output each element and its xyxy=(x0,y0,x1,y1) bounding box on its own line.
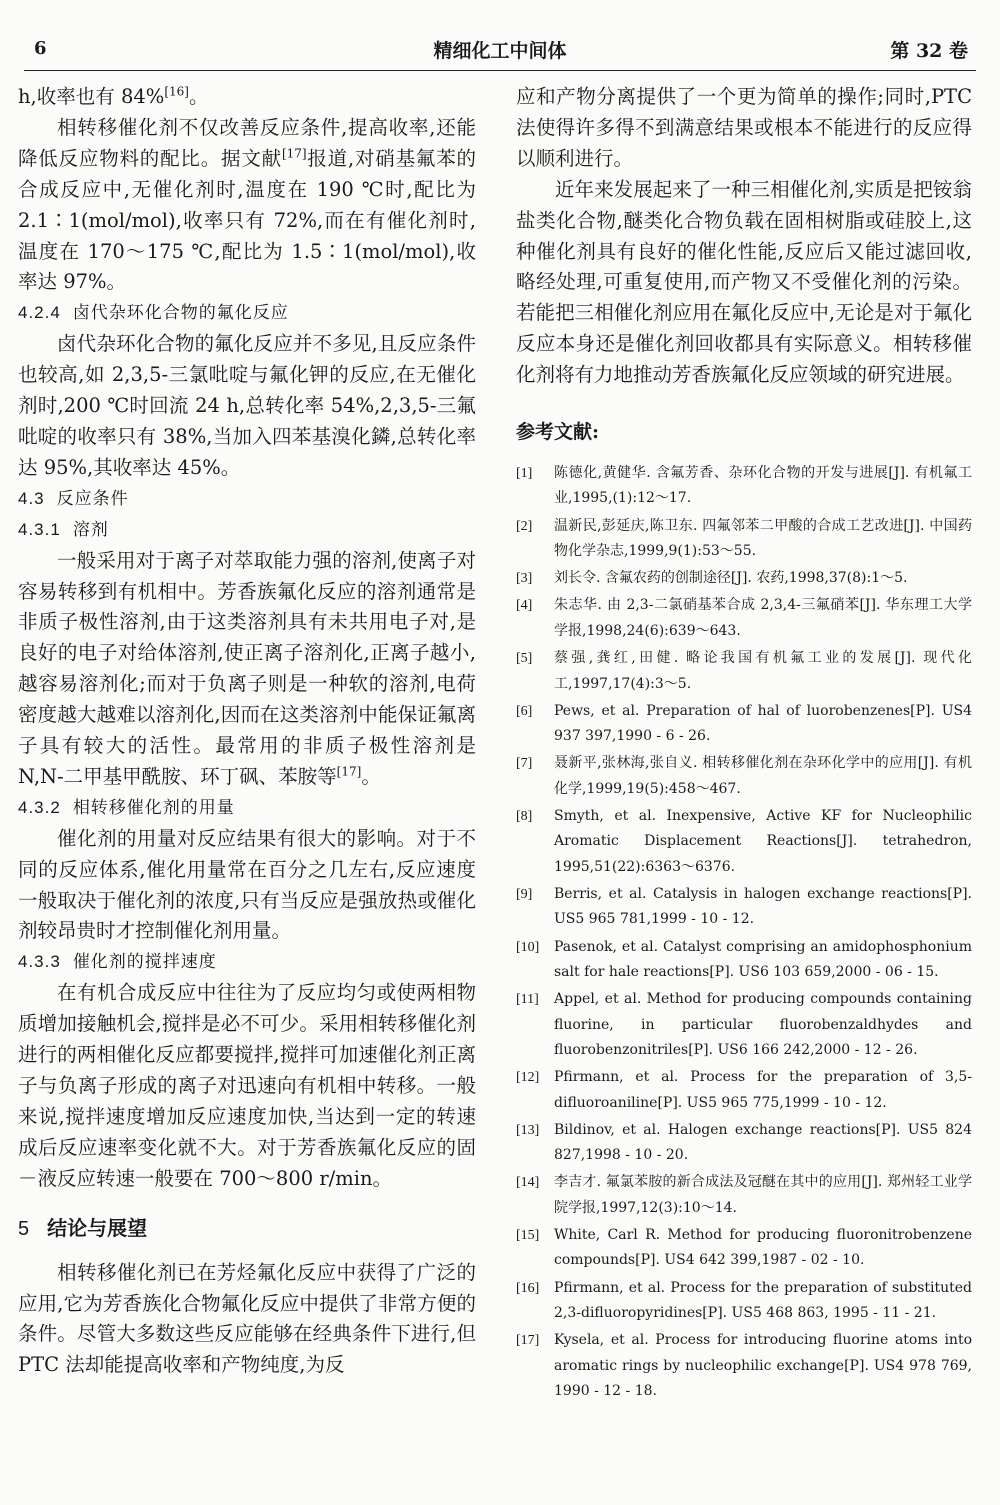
paragraph-text: h,收率也有 84% xyxy=(18,85,165,108)
reference-number: [17] xyxy=(516,1333,540,1349)
paragraph xyxy=(18,978,476,1194)
paragraph xyxy=(18,82,476,113)
reference-number: [6] xyxy=(516,703,533,719)
section-heading xyxy=(18,484,476,515)
reference-text: 聂新平,张林海,张自义. 相转移催化剂在杂环化学中的应用[J]. 有机化学,1999,19(5):458～467. xyxy=(554,755,972,797)
reference-text: Pfirmann, et al. Process for the preparation of 3,5-difluoroaniline[P]. US5 965 775,1999 - 10 - 12. xyxy=(554,1069,972,1111)
reference-item xyxy=(516,987,972,1063)
reference-number: [11] xyxy=(516,992,539,1008)
reference-number: [16] xyxy=(516,1280,540,1296)
reference-text: 刘长令. 含氟农药的创制途径[J]. 农药,1998,37(8):1～5. xyxy=(554,570,908,587)
section-title: 结论与展望 xyxy=(47,1215,148,1240)
chapter-heading xyxy=(18,1213,476,1244)
left-column xyxy=(18,82,476,1381)
reference-text: Kysela, et al. Process for introducing fluorine atoms into aromatic rings by nucleophilic exchange[P]. US4 978 769, 1990 - 12 - 18. xyxy=(554,1332,972,1400)
reference-number: [10] xyxy=(516,939,540,955)
reference-text: Pews, et al. Preparation of hal of luorobenzenes[P]. US4 937 397,1990 - 6 - 26. xyxy=(554,702,972,745)
reference-item xyxy=(516,699,972,750)
section-title: 催化剂的搅拌速度 xyxy=(72,952,217,973)
section-number: 4.3.3 xyxy=(18,952,61,972)
reference-text: White, Carl R. Method for producing fluoronitrobenzene compounds[P]. US4 642 399,1987 - 02 - 10. xyxy=(554,1227,972,1269)
reference-number: [9] xyxy=(516,886,533,902)
reference-text: 温新民,彭延庆,陈卫东. 四氟邻苯二甲酸的合成工艺改进[J]. 中国药物化学杂志,1999,9(1):53～55. xyxy=(554,517,972,560)
section-title: 溶剂 xyxy=(72,519,109,540)
reference-list xyxy=(516,461,972,1404)
reference-text: Smyth, et al. Inexpensive, Active KF for Nucleophilic Aromatic Displacement Reactions[J]. tetrahedron, 1995,51(22):6363～6376. xyxy=(554,807,972,875)
paragraph xyxy=(18,824,476,948)
section-heading xyxy=(18,298,476,329)
section-heading xyxy=(18,793,476,824)
reference-text: 陈德化,黄健华. 含氟芳香、杂环化合物的开发与进展[J]. 有机氟工业,1995,(1):12～17. xyxy=(554,465,972,507)
reference-item xyxy=(516,1170,972,1221)
paragraph-tail: 。 xyxy=(361,764,381,788)
paragraph-tail: 。 xyxy=(188,85,209,108)
reference-item xyxy=(516,566,972,591)
reference-number: [1] xyxy=(516,466,533,482)
right-column xyxy=(516,82,972,1406)
reference-text: Pasenok, et al. Catalyst comprising an amidophosphonium salt for hale reactions[P]. US6 103 659,2000 - 06 - 15. xyxy=(554,938,972,980)
reference-item xyxy=(516,1065,972,1116)
reference-text: 蔡强,龚红,田健. 略论我国有机氟工业的发展[J]. 现代化工,1997,17(4):3～5. xyxy=(554,650,972,692)
paragraph-text: 催化剂的用量对反应结果有很大的影响。对于不同的反应体系,催化用量常在百分之几左右,反应速度一般取决于催化剂的浓度,只有当反应是强放热或催化剂较昂贵时才控制催化剂用量。 xyxy=(18,826,476,943)
page-number: 6 xyxy=(34,38,47,59)
reference-text: Pfirmann, et al. Process for the preparation of substituted 2,3-difluoropyridines[P]. US5 468 863, 1995 - 11 - 21. xyxy=(554,1279,972,1322)
citation: [17] xyxy=(336,764,362,779)
reference-number: [12] xyxy=(516,1070,540,1086)
reference-text: Appel, et al. Method for producing compounds containing fluorine, in particular fluorobenzaldhydes and fluorobenzonitriles[P]. US6 166 242,2000 - 12 - 26. xyxy=(554,991,972,1058)
right-paragraphs xyxy=(516,82,972,391)
reference-item xyxy=(516,461,972,512)
reference-item xyxy=(516,593,972,644)
paragraph xyxy=(18,329,476,484)
journal-title: 精细化工中间体 xyxy=(433,40,567,62)
reference-item xyxy=(516,646,972,697)
reference-text: 李吉才. 氟氯苯胺的新合成法及冠醚在其中的应用[J]. 郑州轻工业学院学报,1997,12(3):10～14. xyxy=(554,1174,972,1216)
paragraph-text: 卤代杂环化合物的氟化反应并不多见,且反应条件也较高,如 2,3,5-三氯吡啶与氟化钾的反应,在无催化剂时,200 ℃时回流 24 h,总转化率 54%,2,3,5-三氟吡啶的收率只有 38%,当加入四苯基溴化鏻,总转化率达 95%,其收率达 45%。 xyxy=(18,332,476,479)
reference-text: Berris, et al. Catalysis in halogen exchange reactions[P]. US5 965 781,1999 - 10 - 12. xyxy=(554,885,972,928)
reference-item xyxy=(516,1328,972,1404)
paragraph xyxy=(18,546,476,793)
paragraph xyxy=(18,1258,476,1382)
reference-number: [4] xyxy=(516,598,533,614)
reference-item xyxy=(516,1223,972,1274)
paragraph-text: 一般采用对于离子对萃取能力强的溶剂,使离子对容易转移到有机相中。芳香族氟化反应的溶剂通常是非质子极性溶剂,由于这类溶剂具有未共用电子对,是良好的电子对给体溶剂,使正离子溶剂化,正离子越小,越容易溶剂化;而对于负离子则是一种软的溶剂,电荷密度越大越难以溶剂化,因而在这类溶剂中能保证氟离子具有较大的活性。最常用的非质子极性溶剂是 N,N-二甲基甲酰胺、环丁砜、苯胺等 xyxy=(18,548,476,788)
reference-number: [15] xyxy=(516,1228,540,1243)
reference-item xyxy=(516,514,972,565)
paragraph-text: 相转移催化剂不仅改善反应条件,提高收率,还能降低反应物料的配比。据文献 xyxy=(18,115,476,170)
reference-item xyxy=(516,1276,972,1327)
paragraph xyxy=(18,113,476,298)
paragraph-text: 在有机合成反应中往往为了反应均匀或使两相物质增加接触机会,搅拌是必不可少。采用相转移催化剂进行的两相催化反应都要搅拌,搅拌可加速催化剂正离子与负离子形成的离子对迅速向有机相中转移。一般来说,搅拌速度增加反应速度加快,当达到一定的转速成后反应速率变化就不大。对于芳香族氟化反应的固－液反应转速一般要在 700～800 r/min。 xyxy=(18,981,476,1190)
reference-number: [13] xyxy=(516,1122,540,1138)
section-number: 4.3.2 xyxy=(18,797,61,817)
section-title: 卤代杂环化合物的氟化反应 xyxy=(72,303,289,324)
section-title: 相转移催化剂的用量 xyxy=(72,797,235,818)
section-number: 4.2.4 xyxy=(18,303,61,323)
citation: [16] xyxy=(164,84,189,99)
reference-item xyxy=(516,1118,972,1169)
reference-text: Bildinov, et al. Halogen exchange reactions[P]. US5 824 827,1998 - 10 - 20. xyxy=(554,1121,972,1164)
page-header xyxy=(24,30,976,71)
reference-number: [8] xyxy=(516,808,533,824)
paragraph: 近年来发展起来了一种三相催化剂,实质是把铵翁盐类化合物,醚类化合物负载在固相树脂或硅胶上,这种催化剂具有良好的催化性能,反应后又能过滤回收,略经处理,可重复使用,而产物又不受催化剂的污染。若能把三相催化剂应用在氟化反应中,无论是对于氟化反应本身还是催化剂回收都具有实际意义。相转移催化剂将有力地推动芳香族氟化反应领域的研究进展。 xyxy=(516,177,972,387)
reference-number: [5] xyxy=(516,651,533,667)
citation: [17] xyxy=(281,146,307,161)
reference-number: [2] xyxy=(516,518,533,534)
section-number: 4.3 xyxy=(18,488,45,508)
section-number: 5 xyxy=(18,1217,30,1240)
reference-item xyxy=(516,935,972,986)
reference-item xyxy=(516,882,972,933)
section-number: 4.3.1 xyxy=(18,519,61,539)
reference-item xyxy=(516,751,972,802)
paragraph-tail: 报道,对硝基氟苯的合成反应中,无催化剂时,温度在 190 ℃时,配比为 2.1∶1(mol/mol),收率只有 72%,而在有催化剂时,温度在 170～175 ℃,配比为 1.5∶1(mol/mol),收率达 97%。 xyxy=(18,146,476,294)
reference-number: [7] xyxy=(516,756,533,772)
section-title: 反应条件 xyxy=(56,488,129,509)
paragraph-text: 相转移催化剂已在芳烃氟化反应中获得了广泛的应用,它为芳香族化合物氟化反应中提供了非常方便的条件。尽管大多数这些反应能够在经典条件下进行,但 PTC 法却能提高收率和产物纯度,为反 xyxy=(18,1260,476,1377)
volume-label: 第 32 卷 xyxy=(890,40,968,62)
references-heading: 参考文献: xyxy=(516,421,600,444)
reference-text: 朱志华. 由 2,3-二氯硝基苯合成 2,3,4-三氟硝苯[J]. 华东理工大学学报,1998,24(6):639～643. xyxy=(554,597,972,639)
section-heading xyxy=(18,947,476,978)
section-heading xyxy=(18,515,476,546)
paragraph: 应和产物分离提供了一个更为简单的操作;同时,PTC 法使得许多得不到满意结果或根本不能进行的反应得以顺利进行。 xyxy=(516,85,972,170)
reference-item xyxy=(516,804,972,880)
reference-number: [14] xyxy=(516,1175,540,1191)
reference-number: [3] xyxy=(516,571,533,587)
